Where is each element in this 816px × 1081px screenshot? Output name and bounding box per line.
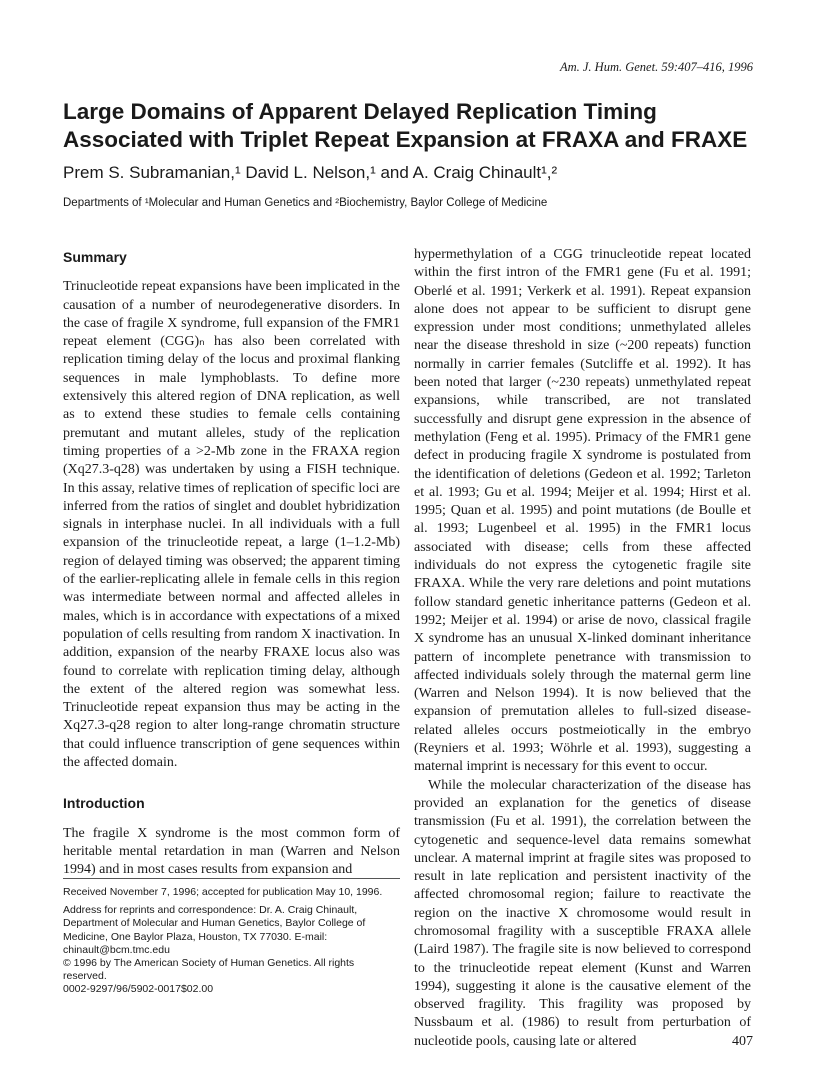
journal-citation: Am. J. Hum. Genet. 59:407–416, 1996 <box>559 60 753 74</box>
issn-code: 0002-9297/96/5902-0017$02.00 <box>63 983 214 996</box>
copyright-notice: © 1996 by The American Society of Human Genetics. All rights reserved. <box>63 957 355 983</box>
author-list: Prem S. Subramanian,¹ David L. Nelson,¹ and A. Craig Chinault¹,² <box>63 163 558 182</box>
body-paragraph-2: While the molecular characterization of the disease has provided an explanation for the genetics of disease transmission (Fu et al. 1991), the correlation between the cytogenetic and sequence-level data remains somewhat unclear. A maternal imprint at fragile sites was proposed to result in late replication and persistent inactivity of the affected chromosomal region; failure to reactivate the region on the inactive X chromosome would result in chromosomal fragility with a susceptible FRAXA allele (Laird 1987). The fragile site is now believed to correspond to the trinucleotide repeat element (Kunst and Warren 1994), suggesting it alone is the causative element of the observed fragility. This fragility was proposed by Nussbaum et al. (1986) to result from perturbation of nucleotide pools, causing late or altered <box>414 777 751 1049</box>
body-paragraph-1: hypermethylation of a CGG trinucleotide repeat located within the first intron of the FMR1 gene (Fu et al. 1991; Oberlé et al. 1991; Verkerk et al. 1991). Repeat expansion alone does not appear to be sufficient to disrupt gene expression under most conditions; unmethylated alleles near the disease threshold in size (~200 repeats) function normally in carrier females (Sutcliffe et al. 1992). It has been noted that larger (~230 repeats) unmethylated repeat expansions, while transcribed, are not translated successfully and disrupt gene expression in the absence of methylation (Feng et al. 1995). Primacy of the FMR1 gene defect in producing fragile X syndrome is postulated from the identification of deletions (Gedeon et al. 1992; Tarleton et al. 1993; Gu et al. 1994; Meijer et al. 1994; Hirst et al. 1995; Quan et al. 1995) and point mutations (de Boulle et al. 1993; Lugenbeel et al. 1995) in the FMR1 locus associated with disease; cells from these affected individuals do not express the cytogenetic fragile site FRAXA. While the very rare deletions and point mutations follow standard genetic inheritance patterns (Gedeon et al. 1992; Meijer et al. 1994) or arise de novo, classical fragile X syndrome has an unusual X-linked dominant inheritance pattern of incomplete penetrance with transmission to affected individuals solely through the maternal germ line (Warren and Nelson 1994). It is now believed that the expansion of premutation alleles to full-sized disease-related alleles occurs postmeiotically in the embryo (Reyniers et al. 1993; Wöhrle et al. 1993), suggesting a maternal imprint is necessary for this event to occur. <box>414 247 751 775</box>
left-column <box>63 248 400 880</box>
footnotes <box>63 886 400 997</box>
affiliation: Departments of ¹Molecular and Human Genetics and ²Biochemistry, Baylor College of Medicine <box>63 197 548 209</box>
article-title: Large Domains of Apparent Delayed Replication Timing Associated with Triplet Repeat Expansion at FRAXA and FRAXE <box>63 99 748 152</box>
introduction-text: The fragile X syndrome is the most common form of heritable mental retardation in man (Warren and Nelson 1994) and in most cases results from expansion and <box>63 825 400 878</box>
correspondence-address: Address for reprints and correspondence: Dr. A. Craig Chinault, Department of Molecular and Human Genetics, Baylor College of Medicine, One Baylor Plaza, Houston, TX 77030. E-mail: chinault@bcm.tmc.edu <box>63 904 366 956</box>
page-number: 407 <box>732 1034 753 1049</box>
received-date: Received November 7, 1996; accepted for publication May 10, 1996. <box>63 886 383 898</box>
summary-text: Trinucleotide repeat expansions have been implicated in the causation of a number of neurodegenerative disorders. In the case of fragile X syndrome, full expansion of the FMR1 repeat element (CGG)ₙ has also been correlated with replication timing delay of the locus and proximal flanking sequences in male lymphoblasts. To define more extensively this altered region of DNA replication, as well as to extend these studies to female cells containing premutant and mutant alleles, study of the replication timing properties of a >2-Mb zone in the FRAXA region (Xq27.3-q28) was undertaken by using a FISH technique. In this assay, relative times of replication of specific loci are inferred from the ratios of singlet and doublet hybridization signals in interphase nuclei. In all individuals with a full expansion of the trinucleotide repeat, a large (1–1.2-Mb) region of delayed timing was observed; the apparent timing of the earlier-replicating allele in female cells in this region was intermediate between normal and affected alleles in males, which is in accordance with expectations of a mixed population of cells resulting from random X inactivation. In addition, expansion of the nearby FRAXE locus also was found to correlate with replication timing delay, although the extent of the altered region was somewhat less. Trinucleotide repeat expansion thus may be acting in the Xq27.3-q28 region to alter long-range chromatin structure that could influence transcription of gene sequences within the affected domain. <box>63 279 400 771</box>
right-column <box>414 246 751 1051</box>
footnote-divider <box>63 878 400 879</box>
introduction-heading: Introduction <box>63 795 145 812</box>
summary-heading: Summary <box>63 249 127 265</box>
